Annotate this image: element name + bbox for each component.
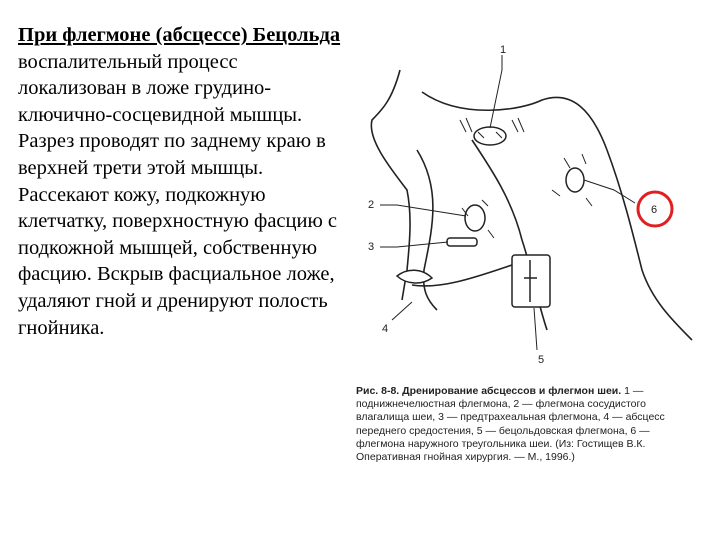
jaw-line: [422, 92, 607, 150]
slide-heading: При флегмоне (абсцессе) Бецольда: [18, 24, 341, 46]
lesion-6: [566, 168, 584, 192]
slide-text: [18, 22, 348, 341]
drain-4: [397, 270, 432, 283]
chin-outline: [371, 70, 410, 300]
label-2: 2: [368, 199, 375, 211]
slide-body: воспалительный процесс локализован в ложе грудино-ключично-сосцевидной мышцы. Разрез проводят по заднему краю в верхней трети этой мышцы. Рассекают кожу, подкожную клетчатку, поверхностную фасцию с подкожной мышцей, собственную фасцию. Вскрыв фасциальное ложе, удаляют гной и дренируют полость гнойника.: [18, 50, 337, 339]
label-1: 1: [500, 44, 507, 56]
figure-caption-lead: Рис. 8-8. Дренирование абсцессов и флегмон шеи.: [356, 385, 622, 397]
label-5: 5: [538, 354, 545, 366]
label-6: 6: [651, 204, 658, 216]
figure-caption: [356, 385, 696, 464]
label-3: 3: [368, 241, 375, 253]
lesion-5-dressing: [512, 255, 550, 307]
figure-caption-body: 1 — поднижнечелюстная флегмона, 2 — флегмона сосудистого влагалища шеи, 3 — предтрахеальная флегмона, 4 — абсцесс переднего средостения, 5 — бецольдовская флегмона, 6 — флегмона наружного треугольника шеи. (Из: Гостищев В.К. Оперативная гнойная хирургия. — М., 1996.): [356, 385, 665, 464]
drain-3: [447, 238, 477, 246]
lesion-1: [474, 127, 506, 145]
lesion-2: [465, 205, 485, 231]
shoulder-line: [607, 150, 692, 340]
label-4: 4: [382, 323, 389, 335]
neck-drainage-illustration: [352, 40, 712, 385]
